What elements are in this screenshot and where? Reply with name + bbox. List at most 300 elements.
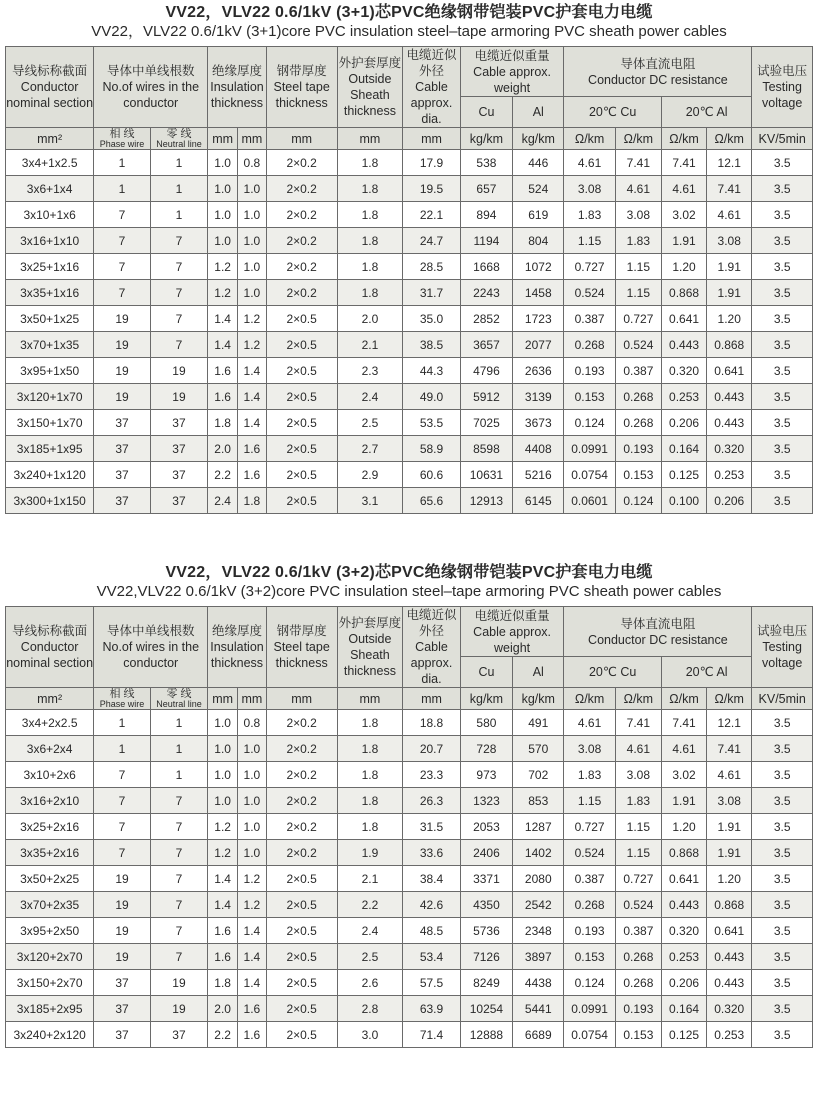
header-diameter: 电缆近似外径 Cable approx. dia. (403, 607, 460, 688)
cell-res-cu-phase: 0.268 (564, 892, 615, 918)
cell-insulation-neutral: 1.0 (238, 736, 267, 762)
cell-section: 3x10+1x6 (6, 202, 94, 228)
cell-sheath: 2.2 (337, 892, 403, 918)
cell-sheath: 2.3 (337, 358, 403, 384)
unit-section: mm² (6, 128, 94, 150)
cell-res-al-phase: 3.02 (661, 762, 706, 788)
unit-resistance: Ω/km (661, 128, 706, 150)
cell-voltage: 3.5 (752, 150, 813, 176)
header-wires: 导体中单线根数 No.of wires in the conductor (94, 47, 208, 128)
cell-diameter: 35.0 (403, 306, 460, 332)
cell-weight-cu: 5912 (460, 384, 512, 410)
cell-neutral-wires: 37 (150, 410, 208, 436)
table-row (6, 1022, 813, 1048)
cell-diameter: 42.6 (403, 892, 460, 918)
cell-insulation-phase: 2.2 (208, 462, 238, 488)
cell-res-al-phase: 0.253 (661, 944, 706, 970)
unit-mm: mm (238, 688, 267, 710)
cell-voltage: 3.5 (752, 762, 813, 788)
header-neutral-line: 零 线 Neutral line (150, 128, 208, 150)
cell-res-cu-neutral: 1.15 (615, 280, 661, 306)
cell-section: 3x16+1x10 (6, 228, 94, 254)
cell-steel-tape: 2×0.5 (266, 358, 337, 384)
cell-weight-al: 3139 (513, 384, 564, 410)
cell-res-al-phase: 0.253 (661, 384, 706, 410)
cell-neutral-wires: 37 (150, 1022, 208, 1048)
cell-steel-tape: 2×0.5 (266, 306, 337, 332)
cell-phase-wires: 7 (94, 788, 150, 814)
cell-insulation-phase: 1.4 (208, 866, 238, 892)
header-sheath: 外护套厚度 Outside Sheath thickness (337, 607, 403, 688)
cell-res-al-phase: 7.41 (661, 150, 706, 176)
cell-steel-tape: 2×0.5 (266, 970, 337, 996)
cell-voltage: 3.5 (752, 306, 813, 332)
table-row (6, 996, 813, 1022)
cell-neutral-wires: 7 (150, 944, 208, 970)
cell-section: 3x6+2x4 (6, 736, 94, 762)
cell-res-cu-phase: 4.61 (564, 150, 615, 176)
unit-resistance: Ω/km (707, 688, 752, 710)
cell-res-cu-phase: 1.83 (564, 762, 615, 788)
cell-neutral-wires: 7 (150, 254, 208, 280)
cell-voltage: 3.5 (752, 254, 813, 280)
cell-section: 3x240+2x120 (6, 1022, 94, 1048)
cell-weight-al: 2077 (513, 332, 564, 358)
cell-voltage: 3.5 (752, 866, 813, 892)
cell-voltage: 3.5 (752, 358, 813, 384)
cell-res-cu-neutral: 0.524 (615, 892, 661, 918)
header-res-cu: 20℃ Cu (564, 657, 662, 688)
cell-weight-al: 1072 (513, 254, 564, 280)
cell-res-cu-neutral: 0.387 (615, 918, 661, 944)
cell-weight-al: 446 (513, 150, 564, 176)
cell-neutral-wires: 7 (150, 228, 208, 254)
cell-res-al-phase: 0.125 (661, 1022, 706, 1048)
cell-insulation-neutral: 1.0 (238, 228, 267, 254)
cell-steel-tape: 2×0.5 (266, 944, 337, 970)
cell-section: 3x70+1x35 (6, 332, 94, 358)
cell-diameter: 18.8 (403, 710, 460, 736)
cell-res-cu-phase: 0.153 (564, 384, 615, 410)
cell-res-al-phase: 0.443 (661, 892, 706, 918)
cell-weight-al: 524 (513, 176, 564, 202)
table-row (6, 488, 813, 514)
cell-res-al-phase: 1.20 (661, 814, 706, 840)
cell-res-al-phase: 4.61 (661, 736, 706, 762)
cell-res-cu-phase: 0.153 (564, 944, 615, 970)
cell-neutral-wires: 19 (150, 970, 208, 996)
cell-res-al-neutral: 0.443 (707, 944, 752, 970)
cell-res-cu-neutral: 1.15 (615, 254, 661, 280)
cell-weight-cu: 4350 (460, 892, 512, 918)
cell-res-al-neutral: 0.253 (707, 1022, 752, 1048)
cell-weight-al: 1458 (513, 280, 564, 306)
cell-voltage: 3.5 (752, 970, 813, 996)
cell-res-cu-phase: 0.0754 (564, 1022, 615, 1048)
cell-res-cu-phase: 3.08 (564, 176, 615, 202)
cell-weight-al: 2636 (513, 358, 564, 384)
unit-resistance: Ω/km (615, 688, 661, 710)
cell-diameter: 33.6 (403, 840, 460, 866)
cell-sheath: 2.1 (337, 866, 403, 892)
cell-diameter: 38.4 (403, 866, 460, 892)
unit-resistance: Ω/km (707, 128, 752, 150)
cell-neutral-wires: 7 (150, 866, 208, 892)
unit-mm: mm (403, 128, 460, 150)
table-title-cn: VV22，VLV22 0.6/1kV (3+1)芯PVC绝缘钢带铠装PVC护套电力电缆 (165, 4, 653, 21)
unit-voltage: KV/5min (752, 688, 813, 710)
cell-diameter: 24.7 (403, 228, 460, 254)
cell-res-al-phase: 0.868 (661, 840, 706, 866)
cell-sheath: 2.8 (337, 996, 403, 1022)
cell-section: 3x150+1x70 (6, 410, 94, 436)
cell-weight-al: 5441 (513, 996, 564, 1022)
cell-phase-wires: 19 (94, 384, 150, 410)
header-res-al: 20℃ Al (661, 97, 751, 128)
cell-weight-al: 491 (513, 710, 564, 736)
cell-res-cu-phase: 3.08 (564, 736, 615, 762)
cell-steel-tape: 2×0.2 (266, 814, 337, 840)
cell-res-cu-phase: 1.15 (564, 788, 615, 814)
cell-weight-al: 1723 (513, 306, 564, 332)
header-res-cu: 20℃ Cu (564, 97, 662, 128)
cell-res-cu-phase: 0.0991 (564, 436, 615, 462)
cell-diameter: 53.4 (403, 944, 460, 970)
cell-section: 3x120+1x70 (6, 384, 94, 410)
cell-sheath: 2.4 (337, 384, 403, 410)
cell-insulation-phase: 1.0 (208, 150, 238, 176)
cell-section: 3x95+1x50 (6, 358, 94, 384)
table-row (6, 762, 813, 788)
cell-neutral-wires: 7 (150, 892, 208, 918)
cell-sheath: 1.8 (337, 176, 403, 202)
cell-sheath: 3.0 (337, 1022, 403, 1048)
cell-res-al-phase: 0.164 (661, 436, 706, 462)
cell-res-al-phase: 1.91 (661, 788, 706, 814)
cell-diameter: 65.6 (403, 488, 460, 514)
cell-voltage: 3.5 (752, 996, 813, 1022)
cell-weight-al: 2080 (513, 866, 564, 892)
cell-res-cu-phase: 0.0991 (564, 996, 615, 1022)
unit-resistance: Ω/km (615, 128, 661, 150)
cell-res-al-neutral: 4.61 (707, 202, 752, 228)
header-resistance: 导体直流电阻 Conductor DC resistance (564, 607, 752, 657)
cell-res-al-neutral: 3.08 (707, 788, 752, 814)
cell-section: 3x50+2x25 (6, 866, 94, 892)
cell-diameter: 49.0 (403, 384, 460, 410)
cell-res-cu-neutral: 3.08 (615, 762, 661, 788)
cell-res-cu-phase: 0.124 (564, 970, 615, 996)
table-row (6, 254, 813, 280)
cell-res-cu-neutral: 0.268 (615, 410, 661, 436)
table-row (6, 150, 813, 176)
cell-voltage: 3.5 (752, 202, 813, 228)
header-voltage: 试验电压 Testing voltage (752, 47, 813, 128)
cell-sheath: 1.8 (337, 762, 403, 788)
cell-insulation-phase: 1.6 (208, 384, 238, 410)
cell-weight-al: 3673 (513, 410, 564, 436)
table-row (6, 332, 813, 358)
cell-steel-tape: 2×0.2 (266, 228, 337, 254)
cell-neutral-wires: 1 (150, 762, 208, 788)
cell-weight-al: 702 (513, 762, 564, 788)
cell-sheath: 1.8 (337, 710, 403, 736)
cell-diameter: 38.5 (403, 332, 460, 358)
cell-weight-cu: 2243 (460, 280, 512, 306)
cell-phase-wires: 19 (94, 944, 150, 970)
cell-phase-wires: 19 (94, 918, 150, 944)
cell-neutral-wires: 7 (150, 788, 208, 814)
cell-section: 3x25+1x16 (6, 254, 94, 280)
cell-phase-wires: 1 (94, 150, 150, 176)
cell-phase-wires: 37 (94, 996, 150, 1022)
cell-diameter: 26.3 (403, 788, 460, 814)
cell-section: 3x185+2x95 (6, 996, 94, 1022)
cell-weight-al: 804 (513, 228, 564, 254)
cell-insulation-phase: 2.0 (208, 996, 238, 1022)
cell-sheath: 1.8 (337, 202, 403, 228)
cell-diameter: 19.5 (403, 176, 460, 202)
cell-res-al-phase: 0.443 (661, 332, 706, 358)
cell-voltage: 3.5 (752, 736, 813, 762)
cell-sheath: 2.4 (337, 918, 403, 944)
cell-res-cu-neutral: 1.15 (615, 814, 661, 840)
cell-res-cu-neutral: 4.61 (615, 176, 661, 202)
cell-insulation-phase: 1.0 (208, 710, 238, 736)
cell-res-cu-phase: 0.524 (564, 840, 615, 866)
cell-weight-cu: 894 (460, 202, 512, 228)
cell-res-cu-neutral: 7.41 (615, 150, 661, 176)
cell-voltage: 3.5 (752, 788, 813, 814)
cell-weight-al: 1287 (513, 814, 564, 840)
unit-weight: kg/km (460, 128, 512, 150)
cell-weight-cu: 8249 (460, 970, 512, 996)
cell-insulation-neutral: 1.6 (238, 996, 267, 1022)
table-row (6, 866, 813, 892)
cell-phase-wires: 37 (94, 462, 150, 488)
table-row (6, 228, 813, 254)
cell-weight-cu: 1194 (460, 228, 512, 254)
table-row (6, 410, 813, 436)
cell-res-al-phase: 0.125 (661, 462, 706, 488)
cell-neutral-wires: 7 (150, 306, 208, 332)
header-phase-wire: 相 线 Phase wire (94, 128, 150, 150)
table-title-en: VV22，VLV22 0.6/1kV (3+1)core PVC insulation steel–tape armoring PVC sheath power cables (91, 23, 727, 40)
cell-res-al-neutral: 0.206 (707, 488, 752, 514)
cell-voltage: 3.5 (752, 280, 813, 306)
cell-neutral-wires: 37 (150, 436, 208, 462)
cell-phase-wires: 37 (94, 1022, 150, 1048)
cell-steel-tape: 2×0.5 (266, 384, 337, 410)
cell-weight-al: 4408 (513, 436, 564, 462)
unit-resistance: Ω/km (564, 688, 615, 710)
cell-res-al-neutral: 1.20 (707, 306, 752, 332)
cell-weight-cu: 2406 (460, 840, 512, 866)
cell-section: 3x16+2x10 (6, 788, 94, 814)
cell-res-al-neutral: 12.1 (707, 150, 752, 176)
cell-insulation-neutral: 1.6 (238, 462, 267, 488)
cell-insulation-phase: 1.4 (208, 306, 238, 332)
header-sheath: 外护套厚度 Outside Sheath thickness (337, 47, 403, 128)
cell-phase-wires: 7 (94, 228, 150, 254)
cell-diameter: 28.5 (403, 254, 460, 280)
cell-res-al-neutral: 12.1 (707, 710, 752, 736)
cell-voltage: 3.5 (752, 1022, 813, 1048)
cell-diameter: 22.1 (403, 202, 460, 228)
cell-diameter: 17.9 (403, 150, 460, 176)
cell-phase-wires: 19 (94, 892, 150, 918)
cell-res-al-neutral: 7.41 (707, 176, 752, 202)
cell-res-cu-neutral: 0.268 (615, 944, 661, 970)
cell-weight-cu: 3371 (460, 866, 512, 892)
cell-insulation-phase: 1.2 (208, 280, 238, 306)
cell-res-cu-neutral: 0.387 (615, 358, 661, 384)
cell-insulation-phase: 1.2 (208, 814, 238, 840)
cell-insulation-phase: 1.6 (208, 918, 238, 944)
unit-mm: mm (208, 688, 238, 710)
table-row (6, 918, 813, 944)
unit-section: mm² (6, 688, 94, 710)
cell-voltage: 3.5 (752, 332, 813, 358)
cell-weight-cu: 5736 (460, 918, 512, 944)
cell-insulation-phase: 2.4 (208, 488, 238, 514)
cell-neutral-wires: 1 (150, 150, 208, 176)
cell-res-al-neutral: 1.20 (707, 866, 752, 892)
table-row (6, 306, 813, 332)
cell-phase-wires: 7 (94, 814, 150, 840)
cell-diameter: 31.5 (403, 814, 460, 840)
cell-insulation-neutral: 1.2 (238, 892, 267, 918)
cell-res-cu-neutral: 0.268 (615, 384, 661, 410)
cell-weight-al: 570 (513, 736, 564, 762)
cell-steel-tape: 2×0.2 (266, 788, 337, 814)
cell-insulation-phase: 2.2 (208, 1022, 238, 1048)
cell-sheath: 1.8 (337, 280, 403, 306)
cell-weight-cu: 728 (460, 736, 512, 762)
cell-res-cu-neutral: 0.153 (615, 462, 661, 488)
cell-section: 3x10+2x6 (6, 762, 94, 788)
cell-section: 3x240+1x120 (6, 462, 94, 488)
cell-res-al-neutral: 0.641 (707, 918, 752, 944)
cell-insulation-phase: 1.4 (208, 892, 238, 918)
cell-weight-al: 4438 (513, 970, 564, 996)
cell-res-cu-neutral: 0.193 (615, 436, 661, 462)
cell-weight-cu: 580 (460, 710, 512, 736)
cell-res-al-phase: 1.91 (661, 228, 706, 254)
header-section: 导线标称截面 Conductor nominal section (6, 607, 94, 688)
cell-res-al-phase: 0.164 (661, 996, 706, 1022)
table-row (6, 970, 813, 996)
cell-steel-tape: 2×0.5 (266, 332, 337, 358)
cell-insulation-phase: 1.2 (208, 254, 238, 280)
cell-section: 3x6+1x4 (6, 176, 94, 202)
cell-sheath: 1.8 (337, 254, 403, 280)
cell-res-al-phase: 0.206 (661, 410, 706, 436)
cell-steel-tape: 2×0.2 (266, 150, 337, 176)
header-insulation: 绝缘厚度 Insulation thickness (208, 607, 267, 688)
cell-steel-tape: 2×0.2 (266, 762, 337, 788)
cell-sheath: 1.8 (337, 788, 403, 814)
cell-weight-cu: 657 (460, 176, 512, 202)
cell-neutral-wires: 37 (150, 488, 208, 514)
cell-voltage: 3.5 (752, 176, 813, 202)
cell-insulation-neutral: 1.0 (238, 254, 267, 280)
cell-diameter: 71.4 (403, 1022, 460, 1048)
cell-insulation-phase: 1.0 (208, 788, 238, 814)
unit-mm: mm (266, 688, 337, 710)
cell-steel-tape: 2×0.5 (266, 1022, 337, 1048)
cell-phase-wires: 7 (94, 762, 150, 788)
cell-steel-tape: 2×0.5 (266, 996, 337, 1022)
cell-voltage: 3.5 (752, 436, 813, 462)
header-insulation: 绝缘厚度 Insulation thickness (208, 47, 267, 128)
cell-steel-tape: 2×0.2 (266, 254, 337, 280)
cell-section: 3x70+2x35 (6, 892, 94, 918)
header-weight-cu: Cu (460, 657, 512, 688)
spec-table (5, 606, 813, 1048)
cell-weight-al: 1402 (513, 840, 564, 866)
cell-voltage: 3.5 (752, 814, 813, 840)
header-weight-al: Al (513, 97, 564, 128)
cell-insulation-phase: 1.8 (208, 970, 238, 996)
cell-insulation-neutral: 1.0 (238, 814, 267, 840)
cell-steel-tape: 2×0.5 (266, 436, 337, 462)
cell-weight-cu: 7025 (460, 410, 512, 436)
header-weight: 电缆近似重量 Cable approx. weight (460, 607, 564, 657)
cell-phase-wires: 19 (94, 306, 150, 332)
cell-sheath: 2.0 (337, 306, 403, 332)
cell-res-cu-neutral: 7.41 (615, 710, 661, 736)
cell-neutral-wires: 1 (150, 202, 208, 228)
unit-weight: kg/km (513, 128, 564, 150)
cell-sheath: 3.1 (337, 488, 403, 514)
table-title-cn: VV22，VLV22 0.6/1kV (3+2)芯PVC绝缘钢带铠装PVC护套电力电缆 (165, 564, 653, 581)
cell-insulation-neutral: 1.4 (238, 970, 267, 996)
cell-weight-al: 2542 (513, 892, 564, 918)
cell-neutral-wires: 1 (150, 176, 208, 202)
cell-phase-wires: 7 (94, 202, 150, 228)
cell-neutral-wires: 37 (150, 462, 208, 488)
table-row (6, 176, 813, 202)
cell-insulation-phase: 1.8 (208, 410, 238, 436)
cell-insulation-phase: 1.0 (208, 202, 238, 228)
cell-section: 3x4+2x2.5 (6, 710, 94, 736)
cell-diameter: 31.7 (403, 280, 460, 306)
cell-weight-cu: 973 (460, 762, 512, 788)
cell-phase-wires: 19 (94, 866, 150, 892)
header-voltage: 试验电压 Testing voltage (752, 607, 813, 688)
cell-neutral-wires: 7 (150, 280, 208, 306)
cell-diameter: 53.5 (403, 410, 460, 436)
cell-steel-tape: 2×0.5 (266, 892, 337, 918)
cell-res-al-phase: 1.20 (661, 254, 706, 280)
cell-sheath: 1.8 (337, 814, 403, 840)
table-row (6, 944, 813, 970)
cell-steel-tape: 2×0.5 (266, 866, 337, 892)
cell-weight-al: 6689 (513, 1022, 564, 1048)
cell-phase-wires: 19 (94, 358, 150, 384)
cell-insulation-neutral: 1.4 (238, 384, 267, 410)
unit-mm: mm (266, 128, 337, 150)
cell-phase-wires: 37 (94, 970, 150, 996)
cell-res-al-neutral: 0.868 (707, 332, 752, 358)
cell-weight-al: 6145 (513, 488, 564, 514)
header-neutral-line: 零 线 Neutral line (150, 688, 208, 710)
cell-diameter: 63.9 (403, 996, 460, 1022)
cell-steel-tape: 2×0.5 (266, 410, 337, 436)
cell-res-al-phase: 3.02 (661, 202, 706, 228)
cell-section: 3x150+2x70 (6, 970, 94, 996)
